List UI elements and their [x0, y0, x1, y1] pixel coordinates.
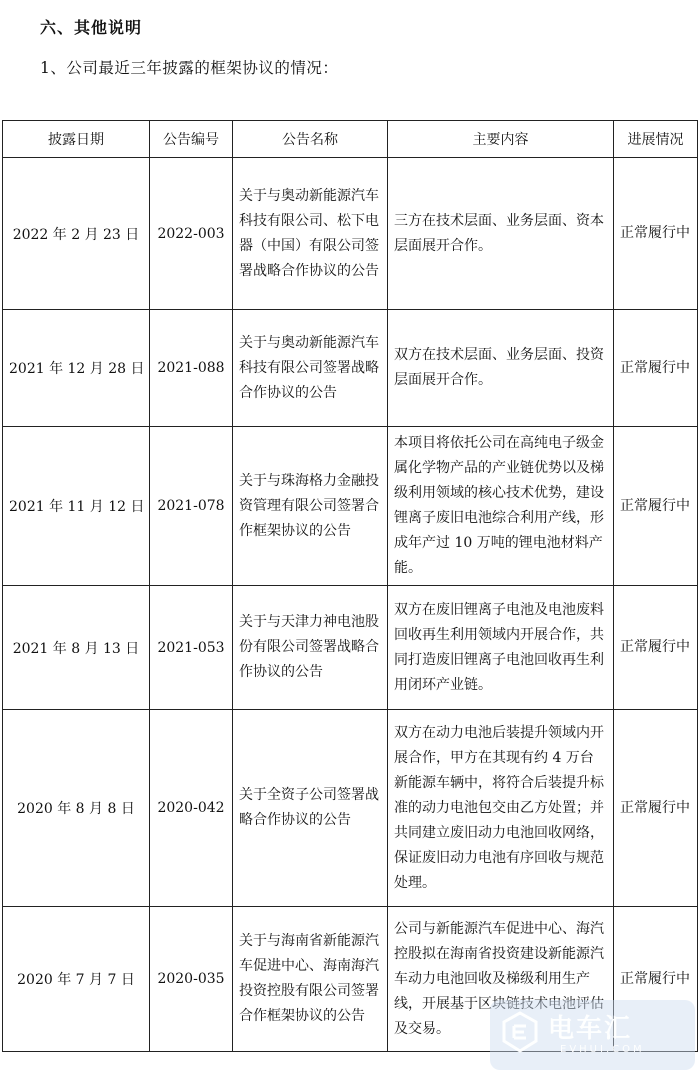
watermark-text: 电车汇 [548, 1014, 633, 1044]
cell-content: 双方在动力电池后装提升领域内开展合作，甲方在其现有约 4 万台新能源车辆中，将符合后装提升标准的动力电池包交由乙方处置；并共同建立废旧动力电池回收网络，保证废旧动力电池有序回收与规范处理。 [388, 710, 614, 907]
section-subtitle: 1、公司最近三年披露的框架协议的情况： [40, 59, 339, 77]
watermark [490, 1000, 695, 1070]
header-progress: 进展情况 [614, 121, 698, 158]
cell-name: 关于与珠海格力金融投资管理有限公司签署合作框架协议的公告 [233, 427, 388, 586]
cell-date: 2021 年 8 月 13 日 [3, 586, 150, 710]
cell-name: 关于与海南省新能源汽车促进中心、海南海汽投资控股有限公司签署合作框架协议的公告 [233, 907, 388, 1052]
table-row [3, 310, 698, 427]
table-row [3, 158, 698, 310]
framework-agreements-table [2, 120, 698, 1052]
cell-date: 2020 年 8 月 8 日 [3, 710, 150, 907]
cell-name: 关于与天津力神电池股份有限公司签署战略合作协议的公告 [233, 586, 388, 710]
cell-date: 2020 年 7 月 7 日 [3, 907, 150, 1052]
header-disclosure-date: 披露日期 [3, 121, 150, 158]
table-row [3, 710, 698, 907]
header-announcement-number: 公告编号 [150, 121, 233, 158]
cell-date: 2021 年 12 月 28 日 [3, 310, 150, 427]
cell-date: 2021 年 11 月 12 日 [3, 427, 150, 586]
cell-content: 本项目将依托公司在高纯电子级金属化学物产品的产业链优势以及梯级利用领域的核心技术优势，建设锂离子废旧电池综合利用产线，形成年产过 10 万吨的锂电池材料产能。 [388, 427, 614, 586]
cell-name: 关于全资子公司签署战略合作协议的公告 [233, 710, 388, 907]
table-row [3, 586, 698, 710]
cell-date: 2022 年 2 月 23 日 [3, 158, 150, 310]
cell-content: 双方在废旧锂离子电池及电池废料回收再生利用领域内开展合作，共同打造废旧锂离子电池回收再生利用闭环产业链。 [388, 586, 614, 710]
cell-status: 正常履行中 [614, 310, 698, 427]
cell-content: 双方在技术层面、业务层面、投资层面展开合作。 [388, 310, 614, 427]
cell-status: 正常履行中 [614, 710, 698, 907]
cell-name: 关于与奥动新能源汽车科技有限公司签署战略合作协议的公告 [233, 310, 388, 427]
cell-number: 2021-088 [150, 310, 233, 427]
watermark-subtext: EVHUI.COM [560, 1044, 645, 1055]
header-announcement-name: 公告名称 [233, 121, 388, 158]
header-main-content: 主要内容 [388, 121, 614, 158]
cell-status: 正常履行中 [614, 586, 698, 710]
table-header-row [3, 121, 698, 158]
table-row [3, 427, 698, 586]
cell-content: 三方在技术层面、业务层面、资本层面展开合作。 [388, 158, 614, 310]
evhui-logo-icon [500, 1010, 540, 1054]
cell-number: 2021-053 [150, 586, 233, 710]
cell-number: 2022-003 [150, 158, 233, 310]
cell-status: 正常履行中 [614, 907, 698, 1052]
cell-number: 2020-042 [150, 710, 233, 907]
cell-number: 2021-078 [150, 427, 233, 586]
cell-status: 正常履行中 [614, 158, 698, 310]
cell-status: 正常履行中 [614, 427, 698, 586]
cell-content: 公司与新能源汽车促进中心、海汽控股拟在海南省投资建设新能源汽车动力电池回收及梯级利用生产线，开展基于区块链技术电池评估及交易。 [388, 907, 614, 1052]
cell-name: 关于与奥动新能源汽车科技有限公司、松下电器（中国）有限公司签署战略合作协议的公告 [233, 158, 388, 310]
cell-number: 2020-035 [150, 907, 233, 1052]
section-title: 六、其他说明 [40, 18, 143, 37]
